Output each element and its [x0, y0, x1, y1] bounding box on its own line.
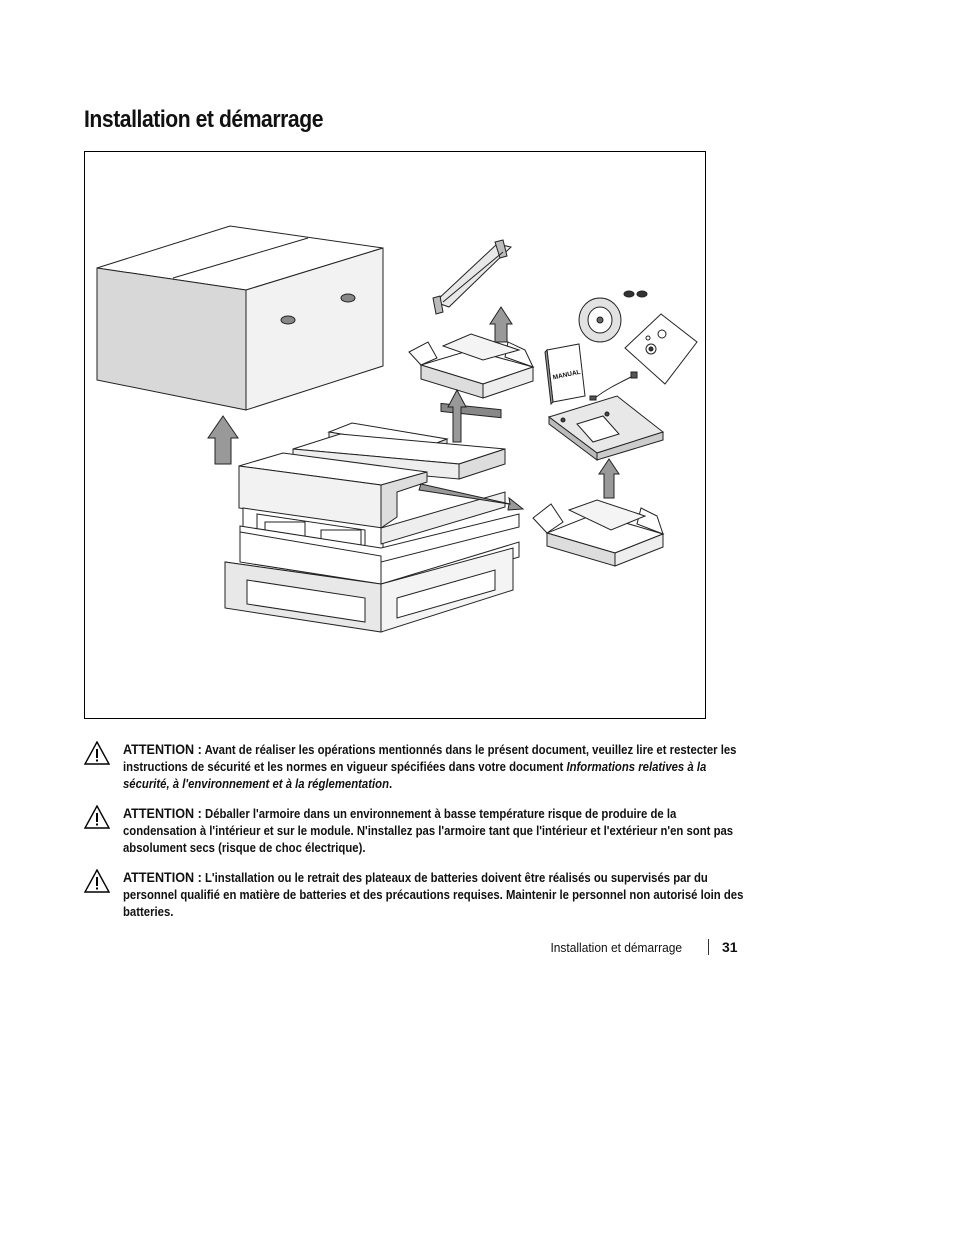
page-number: 31 [722, 939, 738, 955]
warning-text: ATTENTION : Avant de réaliser les opérations mentionnés dans le présent document, veuillez lire et restecter les instructions de sécurité et les normes en vigueur spécifiées dans votre document Informations relatives à la sécurité, à l'environnement et à la réglementation. [123, 741, 737, 791]
control-panel-module [549, 396, 663, 460]
arrow-lift-rails [490, 307, 512, 342]
usb-cable [590, 372, 637, 400]
warning-icon [84, 869, 110, 893]
warning-icon [84, 741, 110, 765]
page-footer [0, 939, 954, 959]
rail-kit-box [409, 334, 533, 418]
rail-bracket [433, 240, 511, 314]
unpacking-illustration [84, 151, 706, 719]
arrow-lift-panel [599, 459, 619, 498]
footer-divider [708, 939, 709, 955]
manual-label: MANUAL [552, 368, 582, 382]
arrow-lift-rail-box [448, 390, 466, 442]
arrow-lift-carton [208, 416, 238, 464]
warning-icon [84, 805, 110, 829]
screws [624, 291, 647, 297]
footer-section-title: Installation et démarrage [550, 940, 682, 955]
warning-text: ATTENTION : Déballer l'armoire dans un environnement à basse température risque de produire de la condensation à l'intérieur et sur le module. N'installez pas l'armoire tant que l'intérieur et l'extérieur n'en sont pas absolument secs (risque de choc électrique). [123, 805, 734, 855]
cabinet-carton-box [97, 226, 383, 410]
warning-text: ATTENTION : L'installation ou le retrait des plateaux de batteries doivent être réalisés ou supervisés par du personnel qualifié en matière de batteries et des précautions requises. Maintenir le personnel non autorisé loin des batteries. [123, 869, 744, 919]
accessory-box [533, 500, 663, 566]
page-title: Installation et démarrage [84, 106, 324, 133]
unpacking-diagram [85, 152, 707, 720]
cd-disc [579, 298, 621, 342]
